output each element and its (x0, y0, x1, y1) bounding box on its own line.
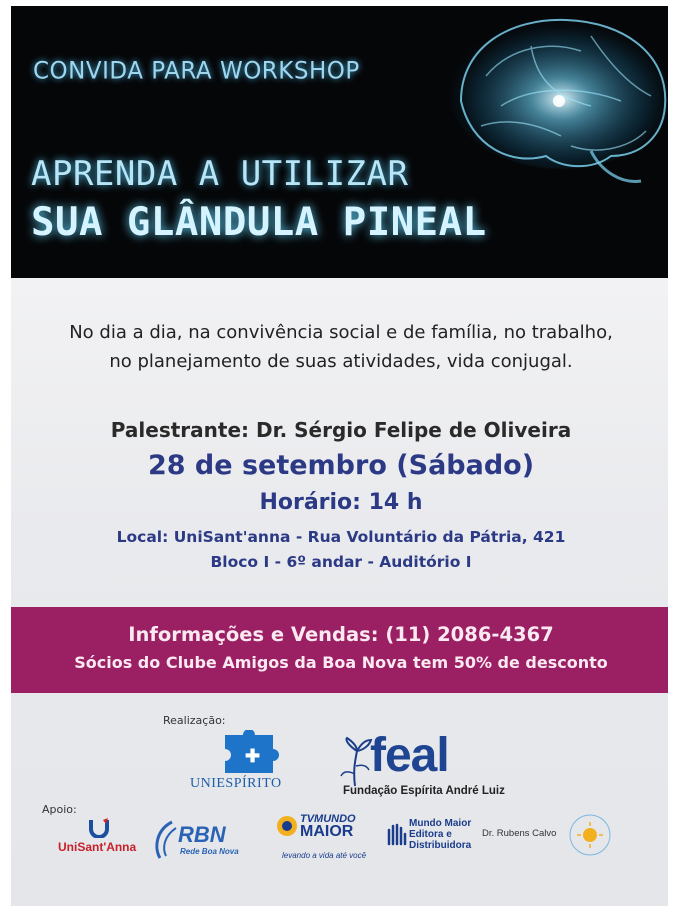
unisantanna-logo: UniSant'Anna (58, 840, 137, 854)
title-line-2: SUA GLÂNDULA PINEAL (31, 200, 487, 245)
event-date: 28 de setembro (Sábado) (147, 450, 535, 481)
mundomaior-editora-logo (409, 818, 471, 851)
brain-graphic (441, 6, 668, 196)
mundomaior-line-2: Editora e (409, 829, 452, 840)
realizacao-label: Realização: (163, 714, 226, 727)
unisantanna-u-icon (88, 818, 110, 838)
border-left (0, 0, 11, 906)
mundomaior-hand-icon (385, 822, 407, 846)
tvmundomaior-logo: MAIOR (300, 823, 354, 840)
intro-line-2: no planejamento de suas atividades, vida conjugal. (109, 351, 573, 372)
svg-text:✚: ✚ (245, 746, 261, 766)
tvmundomaior-star-icon (276, 815, 298, 837)
rbn-subtitle: Rede Boa Nova (180, 847, 239, 856)
header-banner (11, 6, 668, 278)
feal-logo: feal (370, 729, 449, 782)
location-line-2: Bloco I - 6º andar - Auditório I (210, 553, 472, 571)
rbn-logo: RBN (178, 822, 226, 847)
info-phone: Informações e Vendas: (11) 2086-4367 (128, 623, 554, 646)
tvmundomaior-slogan: levando a vida até você (282, 851, 367, 860)
sun-seal-icon (565, 812, 615, 858)
feal-flower-icon (335, 736, 375, 791)
rubens-calvo-logo: Dr. Rubens Calvo (482, 828, 557, 839)
intro-line-1: No dia a dia, na convivência social e de família, no trabalho, (69, 322, 613, 343)
uniespirito-puzzle-icon (205, 730, 295, 775)
tvmundomaior-top: TVMUNDO (300, 813, 356, 825)
info-discount: Sócios do Clube Amigos da Boa Nova tem 50% de desconto (74, 653, 608, 672)
invite-heading: CONVIDA PARA WORKSHOP (33, 57, 360, 85)
mundomaior-line-1: Mundo Maior (409, 818, 472, 829)
info-band (11, 607, 668, 693)
border-right (668, 0, 682, 906)
mundomaior-line-3: Distribuidora (409, 840, 472, 851)
title-line-1: APRENDA A UTILIZAR (31, 154, 409, 194)
event-time: Horário: 14 h (259, 490, 423, 515)
speaker: Palestrante: Dr. Sérgio Felipe de Oliveira (110, 418, 572, 442)
feal-subtitle: Fundação Espírita André Luiz (343, 785, 505, 797)
apoio-label: Apoio: (42, 803, 77, 816)
uniespirito-logo: UNIESPÍRITO (190, 776, 282, 791)
location-line-1: Local: UniSant'anna - Rua Voluntário da Pátria, 421 (116, 528, 566, 546)
